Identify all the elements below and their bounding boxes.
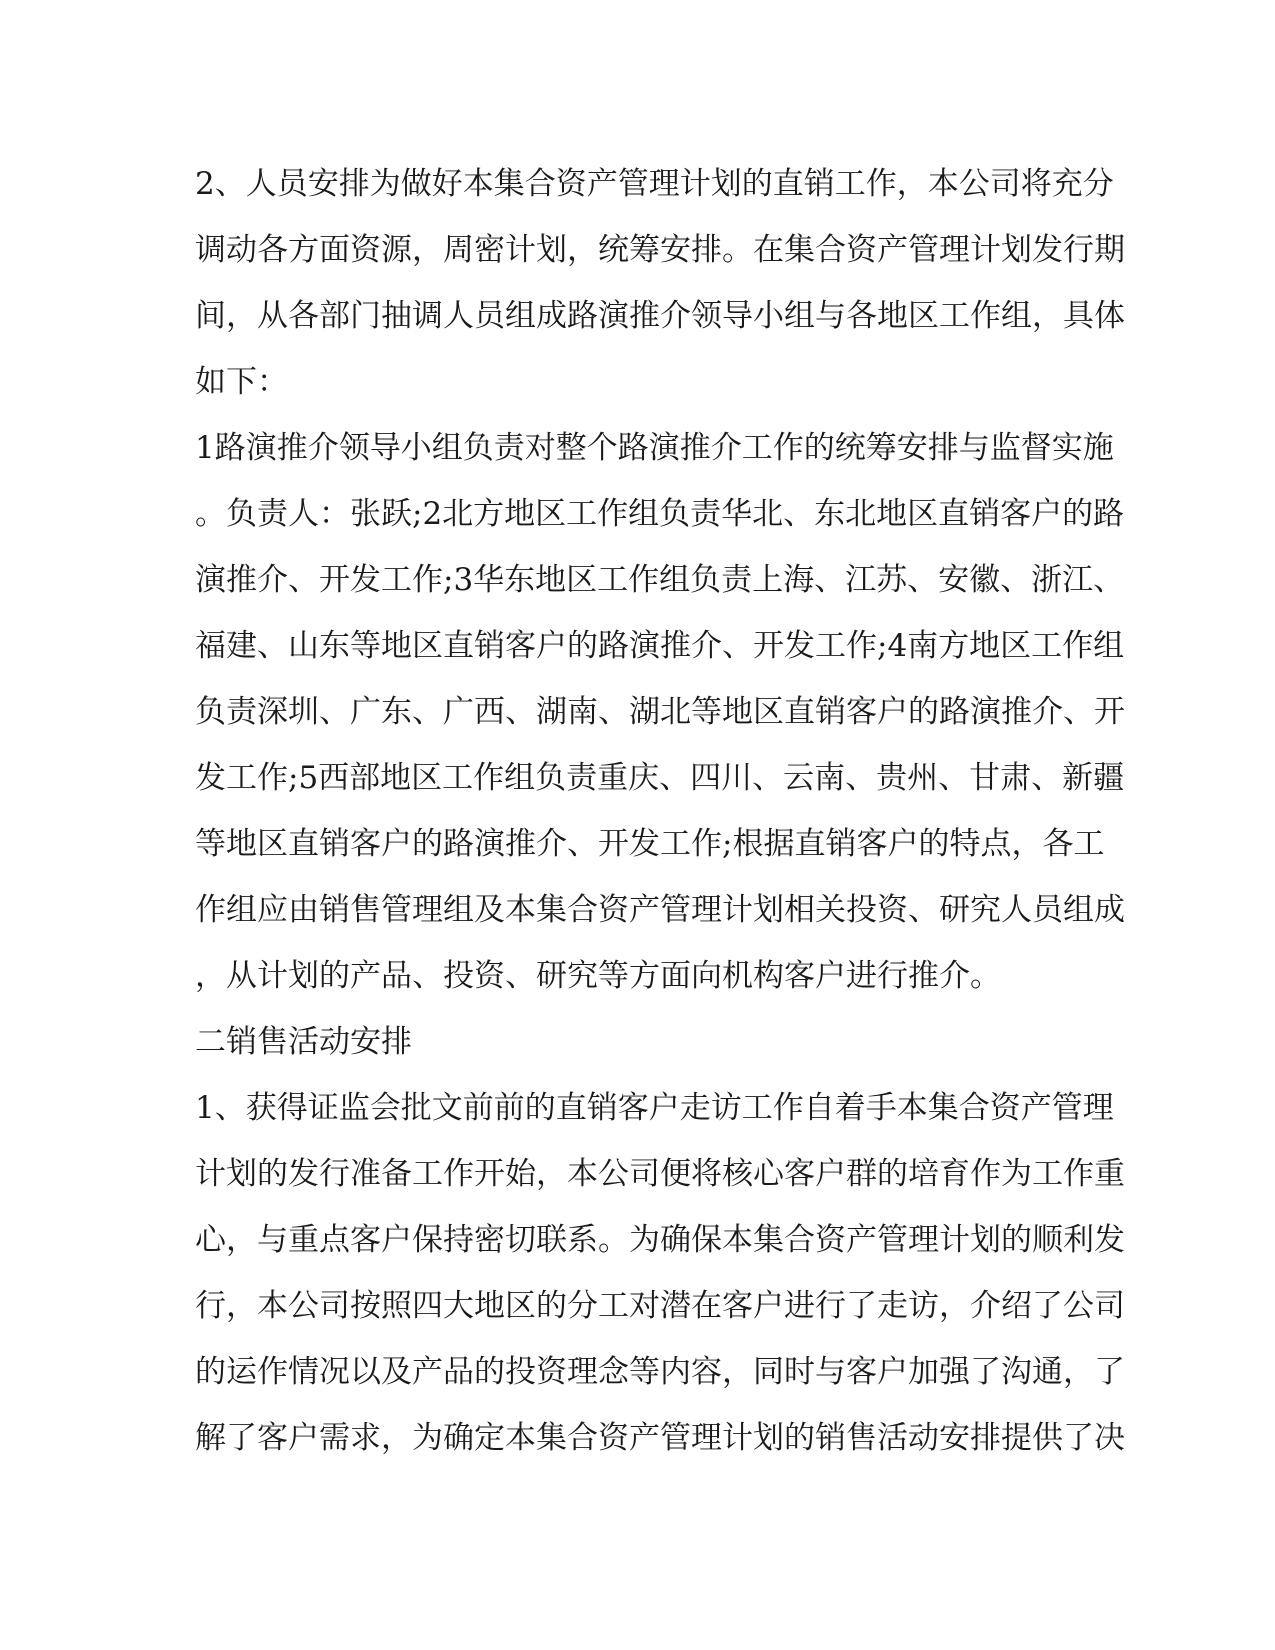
text-line: 调动各方面资源，周密计划，统筹安排。在集合资产管理计划发行期 bbox=[195, 232, 1125, 268]
document-body bbox=[195, 151, 1125, 1471]
text-line: 行，本公司按照四大地区的分工对潜在客户进行了走访，介绍了公司 bbox=[195, 1288, 1125, 1324]
text-line: 心，与重点客户保持密切联系。为确保本集合资产管理计划的顺利发 bbox=[195, 1222, 1125, 1258]
text-line: 作组应由销售管理组及本集合资产管理计划相关投资、研究人员组成 bbox=[195, 892, 1125, 928]
text-line: 发工作;5西部地区工作组负责重庆、四川、云南、贵州、甘肃、新疆 bbox=[195, 760, 1125, 796]
text-line: 的运作情况以及产品的投资理念等内容，同时与客户加强了沟通，了 bbox=[195, 1354, 1125, 1390]
text-line: 等地区直销客户的路演推介、开发工作;根据直销客户的特点，各工 bbox=[195, 826, 1105, 862]
section-heading: 二销售活动安排 bbox=[195, 1024, 412, 1060]
text-line: 。负责人：张跃;2北方地区工作组负责华北、东北地区直销客户的路 bbox=[195, 496, 1125, 532]
text-line: ，从计划的产品、投资、研究等方面向机构客户进行推介。 bbox=[195, 958, 1001, 994]
text-line: 如下： bbox=[195, 364, 288, 400]
text-line: 间，从各部门抽调人员组成路演推介领导小组与各地区工作组，具体 bbox=[195, 298, 1125, 334]
text-line: 计划的发行准备工作开始，本公司便将核心客户群的培育作为工作重 bbox=[195, 1156, 1125, 1192]
text-line: 1路演推介领导小组负责对整个路演推介工作的统筹安排与监督实施 bbox=[195, 430, 1114, 466]
text-line: 负责深圳、广东、广西、湖南、湖北等地区直销客户的路演推介、开 bbox=[195, 694, 1125, 730]
text-line: 1、获得证监会批文前前的直销客户走访工作自着手本集合资产管理 bbox=[195, 1090, 1114, 1126]
text-line: 福建、山东等地区直销客户的路演推介、开发工作;4南方地区工作组 bbox=[195, 628, 1125, 664]
text-line: 演推介、开发工作;3华东地区工作组负责上海、江苏、安徽、浙江、 bbox=[195, 562, 1125, 598]
text-line: 解了客户需求，为确定本集合资产管理计划的销售活动安排提供了决 bbox=[195, 1420, 1125, 1456]
text-line: 2、人员安排为做好本集合资产管理计划的直销工作，本公司将充分 bbox=[195, 166, 1114, 202]
